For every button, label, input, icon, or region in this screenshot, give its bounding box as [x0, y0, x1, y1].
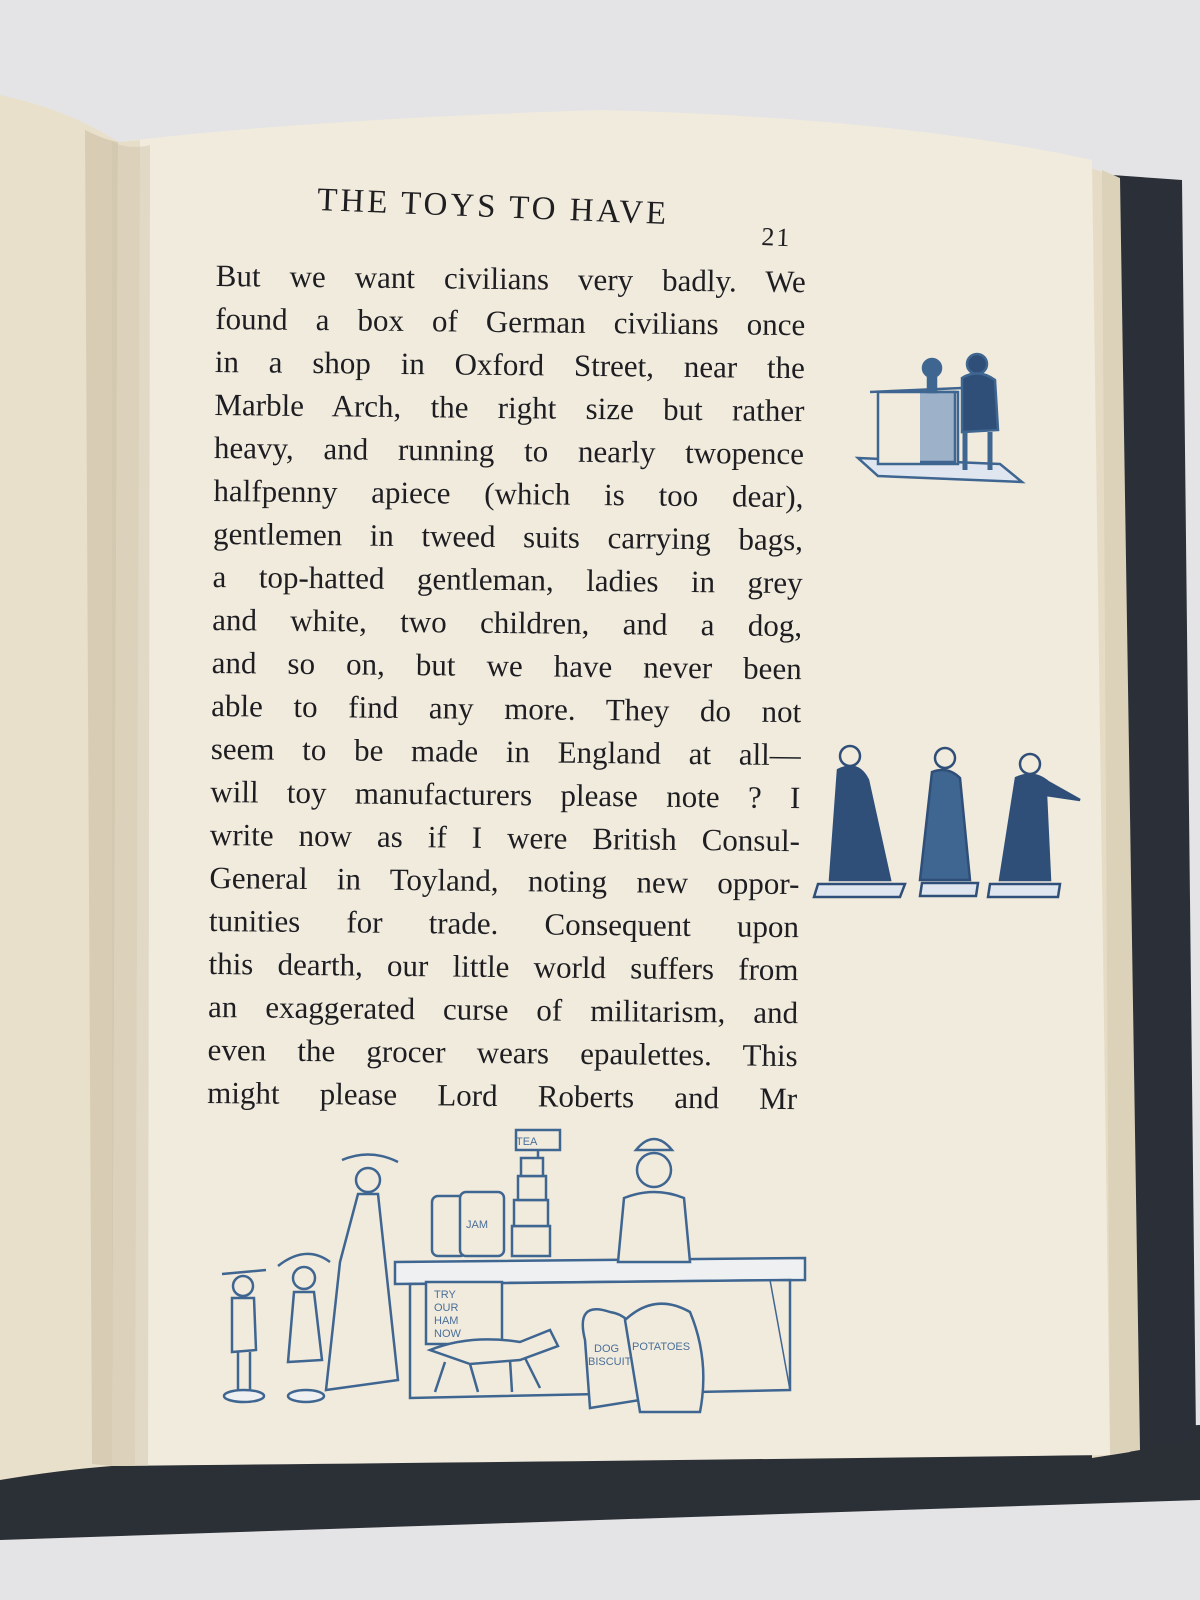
text-line: and white, two children, and a dog,	[211, 601, 803, 644]
ham-sign-line-3: HAM	[434, 1315, 459, 1327]
text-line: seem to be made in England at all—	[210, 730, 801, 773]
jam-label-text: JAM	[466, 1219, 488, 1231]
dog-bag-line-1: DOG	[594, 1343, 620, 1355]
text-line: an exaggerated curse of militarism, and	[207, 988, 799, 1031]
ham-sign-line-4: NOW	[434, 1328, 461, 1340]
text-line: Marble Arch, the right size but rather	[214, 386, 805, 429]
text-line: this dearth, our little world suffers from	[208, 945, 799, 988]
text-line: write now as if I were British Consul-	[209, 816, 801, 859]
text-line: found a box of German civilians once	[215, 300, 806, 343]
text-line: heavy, and running to nearly twopence	[213, 429, 805, 472]
dog-bag-line-2: BISCUIT	[588, 1356, 632, 1368]
text-line: tunities for trade. Consequent upon	[208, 902, 800, 945]
text-line: will toy manufacturers please note ? I	[210, 773, 801, 816]
text-line: might please Lord Roberts and Mr	[207, 1074, 798, 1117]
text-line: even the grocer wears epaulettes. This	[207, 1031, 798, 1074]
text-line: halfpenny apiece (which is too dear),	[213, 472, 804, 515]
text-line: able to find any more. They do not	[211, 687, 802, 730]
potatoes-bag-text: POTATOES	[632, 1341, 691, 1353]
text-line: But we want civilians very badly. We	[215, 257, 806, 300]
text-line: General in Toyland, noting new oppor-	[209, 859, 800, 902]
text-line: gentlemen in tweed suits carrying bags,	[212, 515, 804, 558]
text-line: a top-hatted gentleman, ladies in grey	[212, 558, 803, 601]
ham-sign-line-2: OUR	[434, 1302, 459, 1314]
page-number: 21	[760, 222, 792, 253]
ham-sign-line-1: TRY	[434, 1289, 456, 1301]
tea-sign-text: TEA	[516, 1136, 538, 1148]
running-head: THE TOYS TO HAVE	[316, 182, 670, 233]
text-line: in a shop in Oxford Street, near the	[214, 343, 806, 386]
robed-figures-illustration	[814, 746, 1080, 897]
text-line: and so on, but we have never been	[211, 644, 802, 687]
